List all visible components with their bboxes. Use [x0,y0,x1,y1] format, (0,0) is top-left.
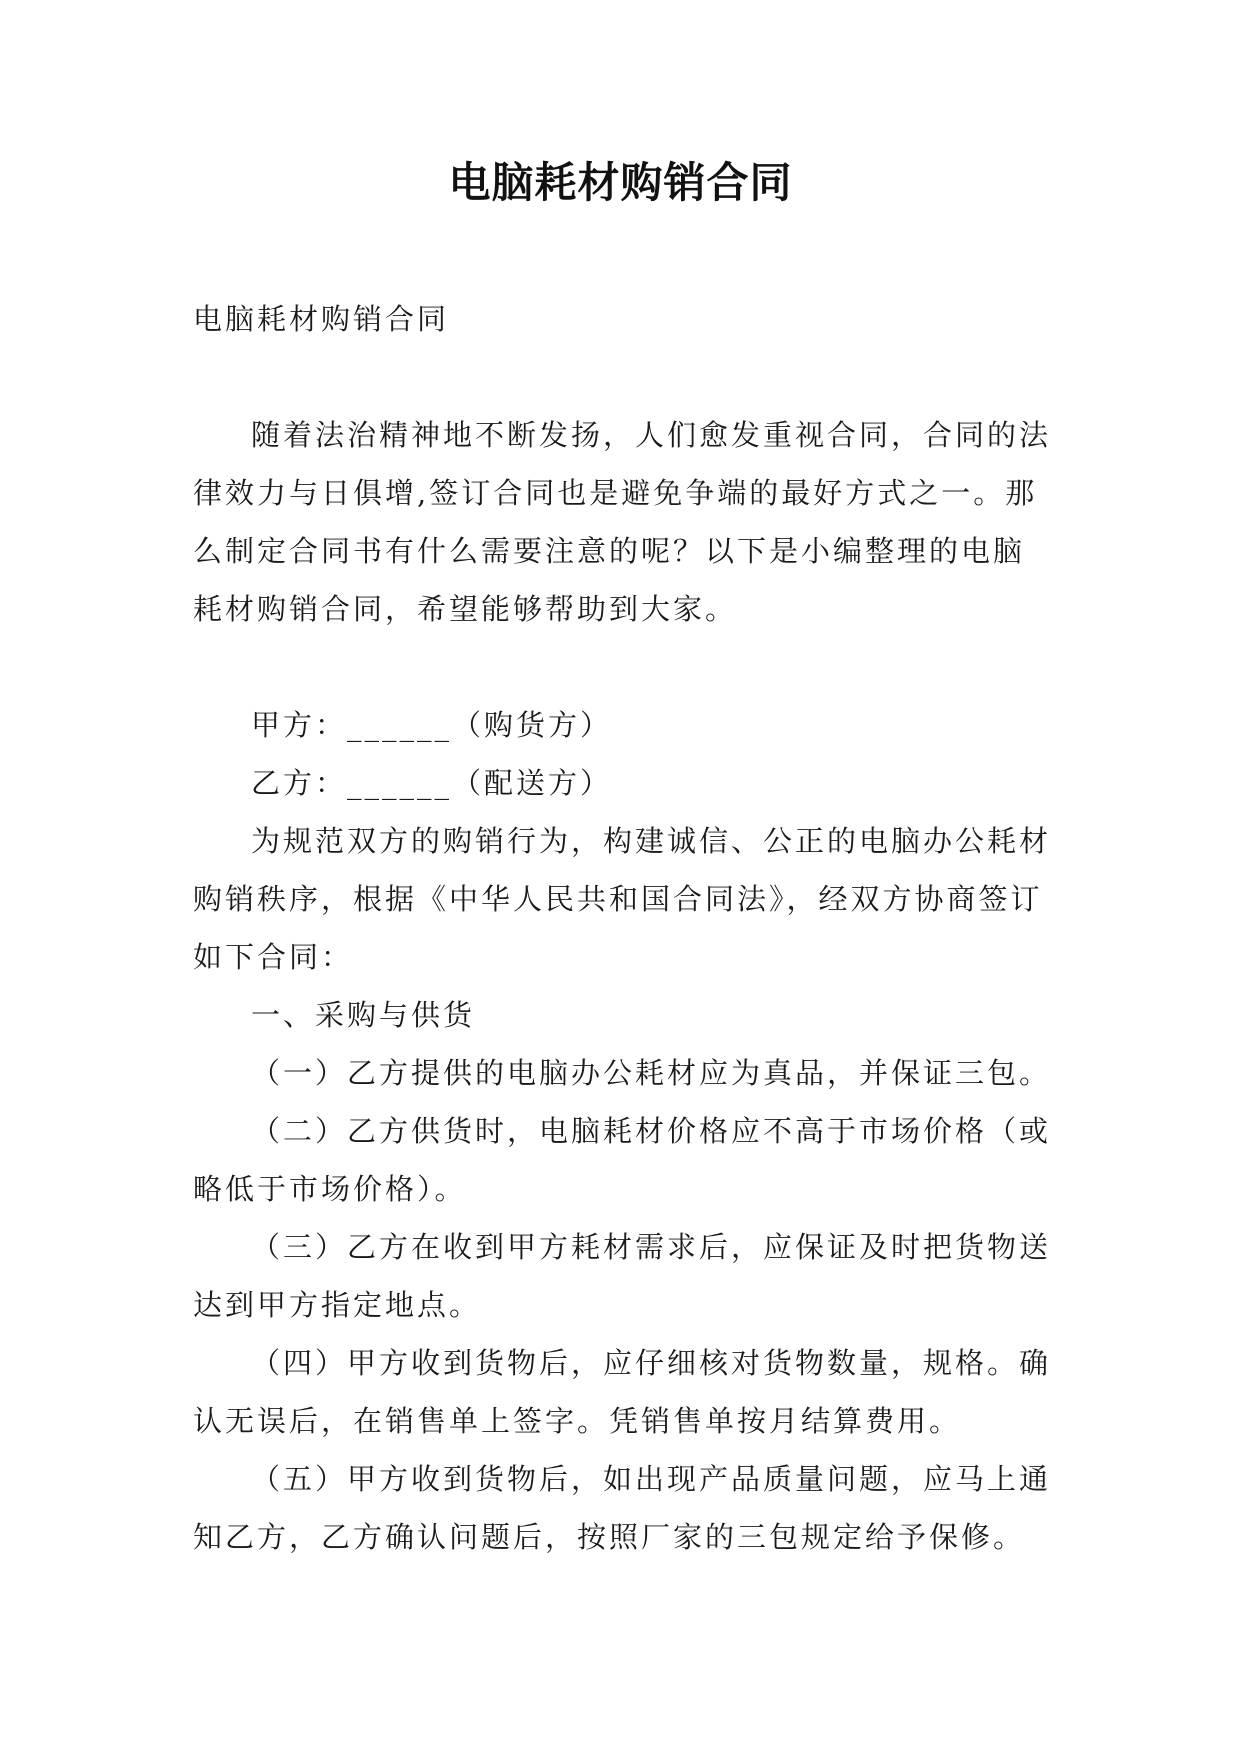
clause-1: （一）乙方提供的电脑办公耗材应为真品，并保证三包。 [251,1056,1052,1090]
document-subtitle: 电脑耗材购销合同 [193,302,450,336]
clause-3: （三）乙方在收到甲方耗材需求后，应保证及时把货物送达到甲方指定地点。 [193,1230,1052,1322]
document-title: 电脑耗材购销合同 [448,158,793,207]
clause-2: （二）乙方供货时，电脑耗材价格应不高于市场价格（或略低于市场价格）。 [193,1114,1052,1206]
clause-4: （四）甲方收到货物后，应仔细核对货物数量，规格。确认无误后，在销售单上签字。凭销售单按月结算费用。 [193,1346,1052,1438]
party-a-line: 甲方：______（购货方） [251,708,613,742]
clause-5: （五）甲方收到货物后，如出现产品质量问题，应马上通知乙方，乙方确认问题后，按照厂家的三包规定给予保修。 [193,1462,1052,1554]
party-b-line: 乙方：______（配送方） [251,766,613,800]
preamble-paragraph: 为规范双方的购销行为，构建诚信、公正的电脑办公耗材购销秩序，根据《中华人民共和国合同法》，经双方协商签订如下合同： [193,824,1052,974]
intro-paragraph: 随着法治精神地不断发扬，人们愈发重视合同，合同的法律效力与日俱增,签订合同也是避免争端的最好方式之一。那么制定合同书有什么需要注意的呢？以下是小编整理的电脑耗材购销合同，希望能够帮助到大家。 [193,418,1052,626]
section-heading: 一、采购与供货 [251,998,476,1032]
document-body [193,290,1053,1566]
